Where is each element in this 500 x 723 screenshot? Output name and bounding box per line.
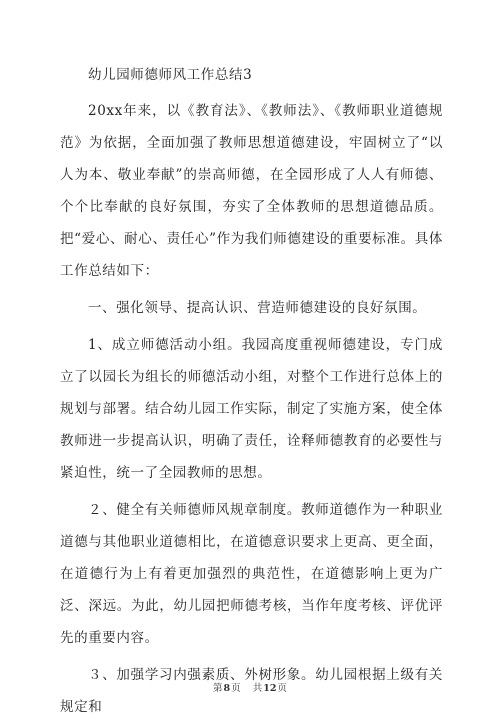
page-prefix: 第 [213,683,223,694]
paragraph-item-3: ３、加强学习内强素质、外树形象。幼儿园根据上级有关规定和 [60,667,443,715]
total-unit: 页 [277,683,287,694]
paragraph-intro: 20xx年来，以《教育法》、《教师法》、《教师职业道德规范》为依据，全面加强了教师思想道德建设，牢固树立了“以人为本、敬业奉献”的崇高师德，在全园形成了人人有师德、个个比奉献的良好氛围，夯实了全体教师的思想道德品质。把“爱心、耐心、责任心”作为我们师德建设的重要标准。具体工作总结如下： [60,103,443,279]
page-number: 8 [223,683,231,694]
page-footer [0,680,500,694]
total-pages: 12 [263,683,277,694]
page-unit: 页 [231,683,241,694]
document-body [60,64,443,723]
paragraph-item-2: ２、健全有关师德师风规章制度。教师道德作为一种职业道德与其他职业道德相比，在道德意识要求上更高、更全面，在道德行为上有着更加强烈的典范性，在道德影响上更为广泛、深远。为此，幼儿园把师德考核，当作年度考核、评优评先的重要内容。 [60,502,443,646]
document-title: 幼儿园师德师风工作总结3 [88,67,253,83]
total-prefix: 共 [252,683,263,694]
section-heading-1: 一、强化领导、提高认识、营造师德建设的良好氛围。 [88,300,427,316]
paragraph-item-1: 1、成立师德活动小组。我园高度重视师德建设，专门成立了以园长为组长的师德活动小组，对整个工作进行总体上的规划与部署。结合幼儿园工作实际，制定了实施方案，使全体教师进一步提高认识，明确了责任，诠释师德教育的必要性与紧迫性，统一了全园教师的思想。 [60,337,443,481]
